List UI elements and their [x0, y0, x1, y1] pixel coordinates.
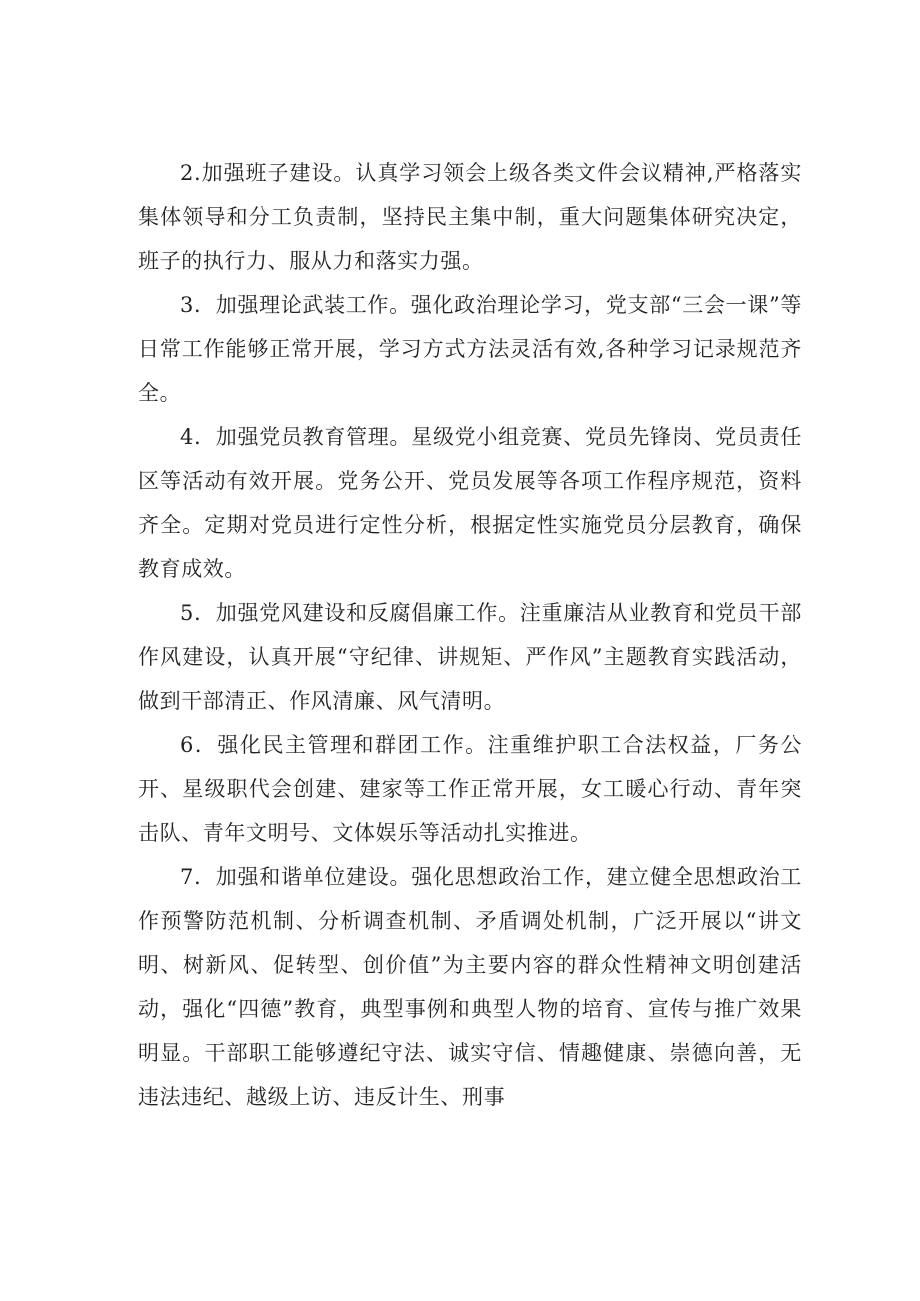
paragraph-item-7: 7．加强和谐单位建设。强化思想政治工作，建立健全思想政治工作预警防范机制、分析调查机制、矛盾调处机制，广泛开展以“讲文明、树新风、促转型、创价值”为主要内容的群众性精神文明创建活动，强化“四德”教育，典型事例和典型人物的培育、宣传与推广效果明显。干部职工能够遵纪守法、诚实守信、情趣健康、崇德向善，无违法违纪、越级上访、违反计生、刑事 [138, 865, 802, 1109]
paragraph-item-6: 6．强化民主管理和群团工作。注重维护职工合法权益，厂务公开、星级职代会创建、建家等工作正常开展，女工暖心行动、青年突击队、青年文明号、文体娱乐等活动扎实推进。 [138, 733, 802, 845]
paragraph-item-2: 2.加强班子建设。认真学习领会上级各类文件会议精神,严格落实集体领导和分工负责制，坚持民主集中制，重大问题集体研究决定，班子的执行力、服从力和落实力强。 [138, 161, 802, 273]
paragraph-item-5: 5．加强党风建设和反腐倡廉工作。注重廉洁从业教育和党员干部作风建设，认真开展“守纪律、讲规矩、严作风”主题教育实践活动，做到干部清正、作风清廉、风气清明。 [138, 601, 802, 713]
document-body [138, 151, 802, 1119]
paragraph-item-3: 3．加强理论武装工作。强化政治理论学习，党支部“三会一课”等日常工作能够正常开展，学习方式方法灵活有效,各种学习记录规范齐全。 [138, 293, 802, 405]
paragraph-item-4: 4．加强党员教育管理。星级党小组竞赛、党员先锋岗、党员责任区等活动有效开展。党务公开、党员发展等各项工作程序规范，资料齐全。定期对党员进行定性分析，根据定性实施党员分层教育，确保教育成效。 [138, 425, 802, 581]
